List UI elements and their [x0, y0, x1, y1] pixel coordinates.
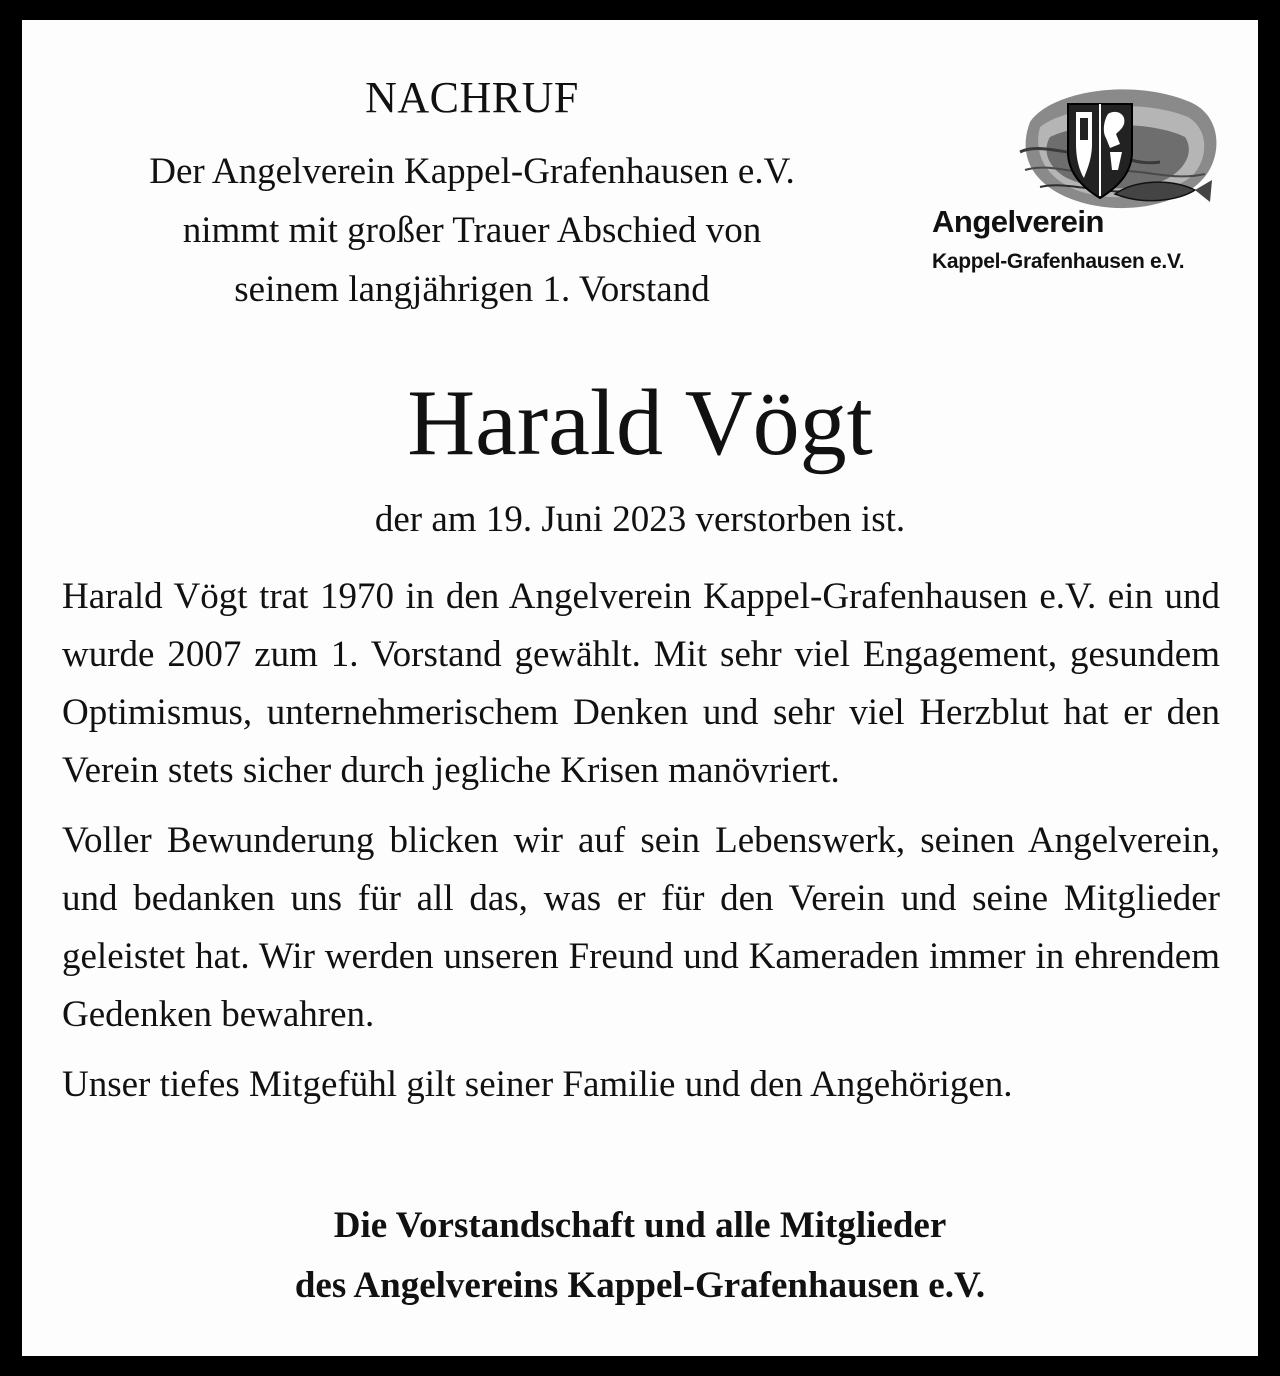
notice-heading: NACHRUF	[365, 73, 579, 122]
header-block	[62, 20, 882, 319]
signature-block	[22, 1196, 1258, 1316]
intro-line: nimmt mit großer Trauer Abschied von	[182, 210, 762, 251]
club-logo-name: Angelverein	[932, 204, 1104, 239]
signature-line: Die Vorstandschaft und alle Mitglieder	[333, 1205, 947, 1246]
body-paragraph: Harald Vögt trat 1970 in den Angelverein Kappel-Grafenhausen e.V. ein und wurde 2007 zum 1. Vorstand gewählt. Mit sehr viel Engagement, gesundem Optimismus, unternehmerischem Denken und sehr viel Herzblut hat er den Verein stets sicher durch jegliche Krisen manövriert.	[62, 576, 1220, 791]
body-paragraph: Voller Bewunderung blicken wir auf sein Lebenswerk, seinen Angelverein, und bedanken uns für all das, was er für den Verein und seine Mitglieder geleistet hat. Wir werden unseren Freund und Kameraden immer in ehrendem Gedenken bewahren.	[62, 820, 1220, 1035]
intro-line: Der Angelverein Kappel-Grafenhausen e.V.	[149, 151, 795, 192]
obituary-body	[62, 568, 1220, 1126]
obituary-notice	[22, 20, 1258, 1356]
club-logo	[922, 82, 1232, 292]
club-logo-subname: Kappel-Grafenhausen e.V.	[932, 250, 1185, 273]
condolence-paragraph: Unser tiefes Mitgefühl gilt seiner Familie und den Angehörigen.	[62, 1064, 1013, 1105]
intro-text	[62, 142, 882, 319]
signature-line: des Angelvereins Kappel-Grafenhausen e.V.	[294, 1265, 986, 1306]
deceased-name: Harald Vögt	[407, 371, 873, 475]
club-crest-icon	[1010, 82, 1220, 222]
intro-line: seinem langjährigen 1. Vorstand	[234, 269, 710, 310]
death-date-line: der am 19. Juni 2023 verstorben ist.	[374, 499, 906, 540]
